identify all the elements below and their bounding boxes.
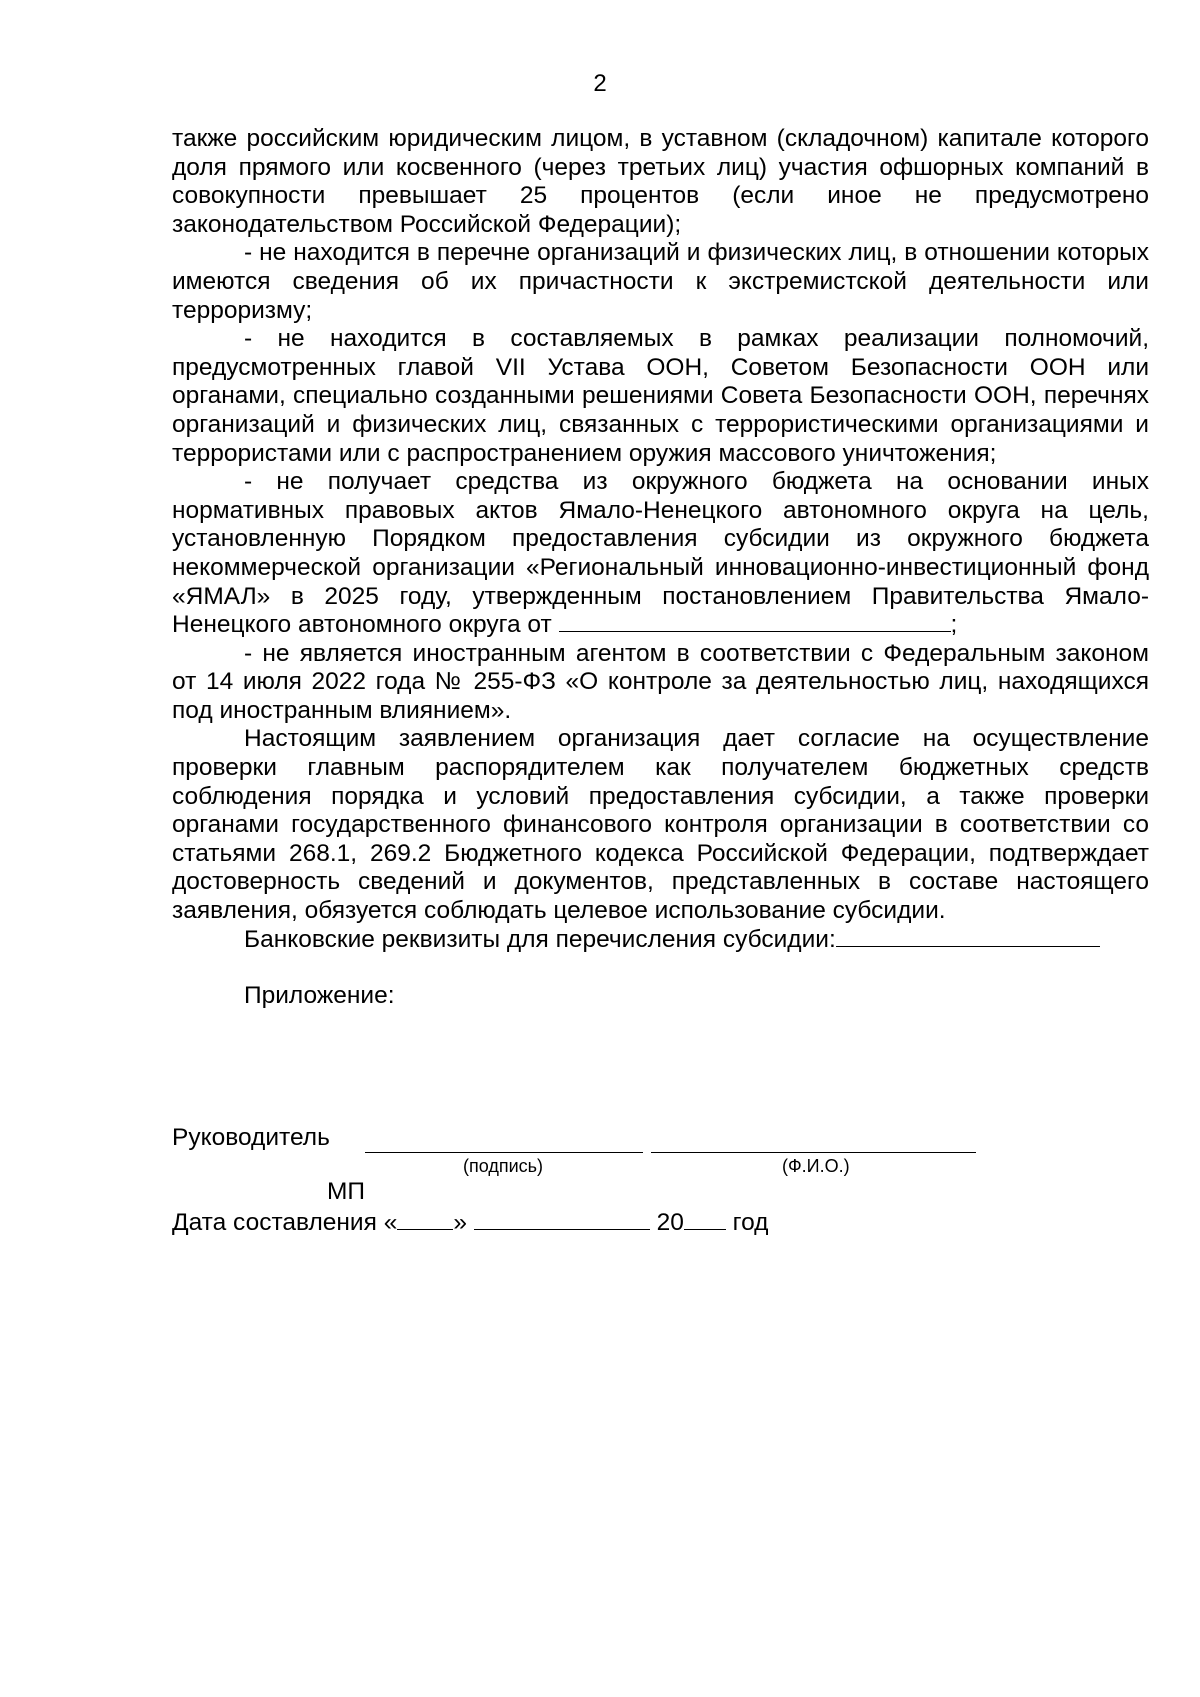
attachment-label: Приложение: (244, 982, 395, 1010)
resolution-date-blank (559, 611, 951, 632)
head-signature-row (172, 1124, 1152, 1154)
paragraph-budget-funds-end: ; (950, 611, 958, 639)
stamp-label: МП (327, 1178, 366, 1205)
paragraph-budget-funds (172, 468, 1149, 640)
head-label: Руководитель (172, 1124, 330, 1151)
paragraph-budget-funds-text: - не получает средства из окружного бюджета на основании иных нормативных правовых актов Ямало-Ненецкого автономного округа на цель, установленную Порядком предоставления субсидии из окружного бюджета некоммерческой организации «Региональный инновационно-инвестиционный фонд «ЯМАЛ» в 2025 году, утвержденным постановлением Правительства Ямало-Ненецкого автономного округа от (172, 468, 1149, 639)
bank-details-label: Банковские реквизиты для перечисления субсидии: (244, 925, 836, 953)
year-suffix: год (732, 1209, 769, 1236)
signature-block (172, 1124, 1152, 1236)
paragraph-foreign-agent: - не является иностранным агентом в соответствии с Федеральным законом от 14 июля 2022 года № 255-ФЗ «О контроле за деятельностью лиц, находящихся под иностранным влиянием». (172, 639, 1149, 724)
paragraph-consent: Настоящим заявлением организация дает согласие на осуществление проверки главным распорядителем как получателем бюджетных средств соблюдения порядка и условий предоставления субсидии, а также проверки органами государственного финансового контроля организации в соответствии со статьями 268.1, 269.2 Бюджетного кодекса Российской Федерации, подтверждает достоверность сведений и документов, представленных в составе настоящего заявления, обязуется соблюдать целевое использование субсидии. (172, 725, 1149, 925)
signature-caption: (подпись) (463, 1156, 544, 1176)
paragraph-offshore: также российским юридическим лицом, в уставном (складочном) капитале которого доля прямого или косвенного (через третьих лиц) участия офшорных компаний в совокупности превышает 25 процентов (если иное не предусмотрено законодательством Российской Федерации); (172, 125, 1149, 238)
date-label: Дата составления « (172, 1209, 398, 1236)
bank-details-row (172, 926, 1149, 955)
month-blank (474, 1208, 650, 1230)
year-prefix: 20 (656, 1209, 684, 1236)
paragraph-extremism: - не находится в перечне организаций и физических лиц, в отношении которых имеются сведения об их причастности к экстремистской деятельности или терроризму; (172, 239, 1149, 324)
fio-caption: (Ф.И.О.) (782, 1156, 850, 1176)
paragraph-un-lists: - не находится в составляемых в рамках реализации полномочий, предусмотренных главой VII Устава ООН, Советом Безопасности ООН или органами, специально созданными решениями Совета Безопасности ООН, перечнях организаций и физических лиц, связанных с террористическими организациями и террористами или с распространением оружия массового уничтожения; (172, 325, 1149, 467)
bank-details-blank (836, 926, 1100, 947)
page-number: 2 (593, 70, 607, 97)
fio-line (651, 1152, 976, 1153)
date-row (172, 1208, 768, 1237)
signature-line (365, 1152, 643, 1153)
date-quote-close: » (453, 1209, 467, 1236)
day-blank (397, 1208, 453, 1230)
document-body (172, 125, 1149, 1011)
year-blank (684, 1208, 726, 1230)
